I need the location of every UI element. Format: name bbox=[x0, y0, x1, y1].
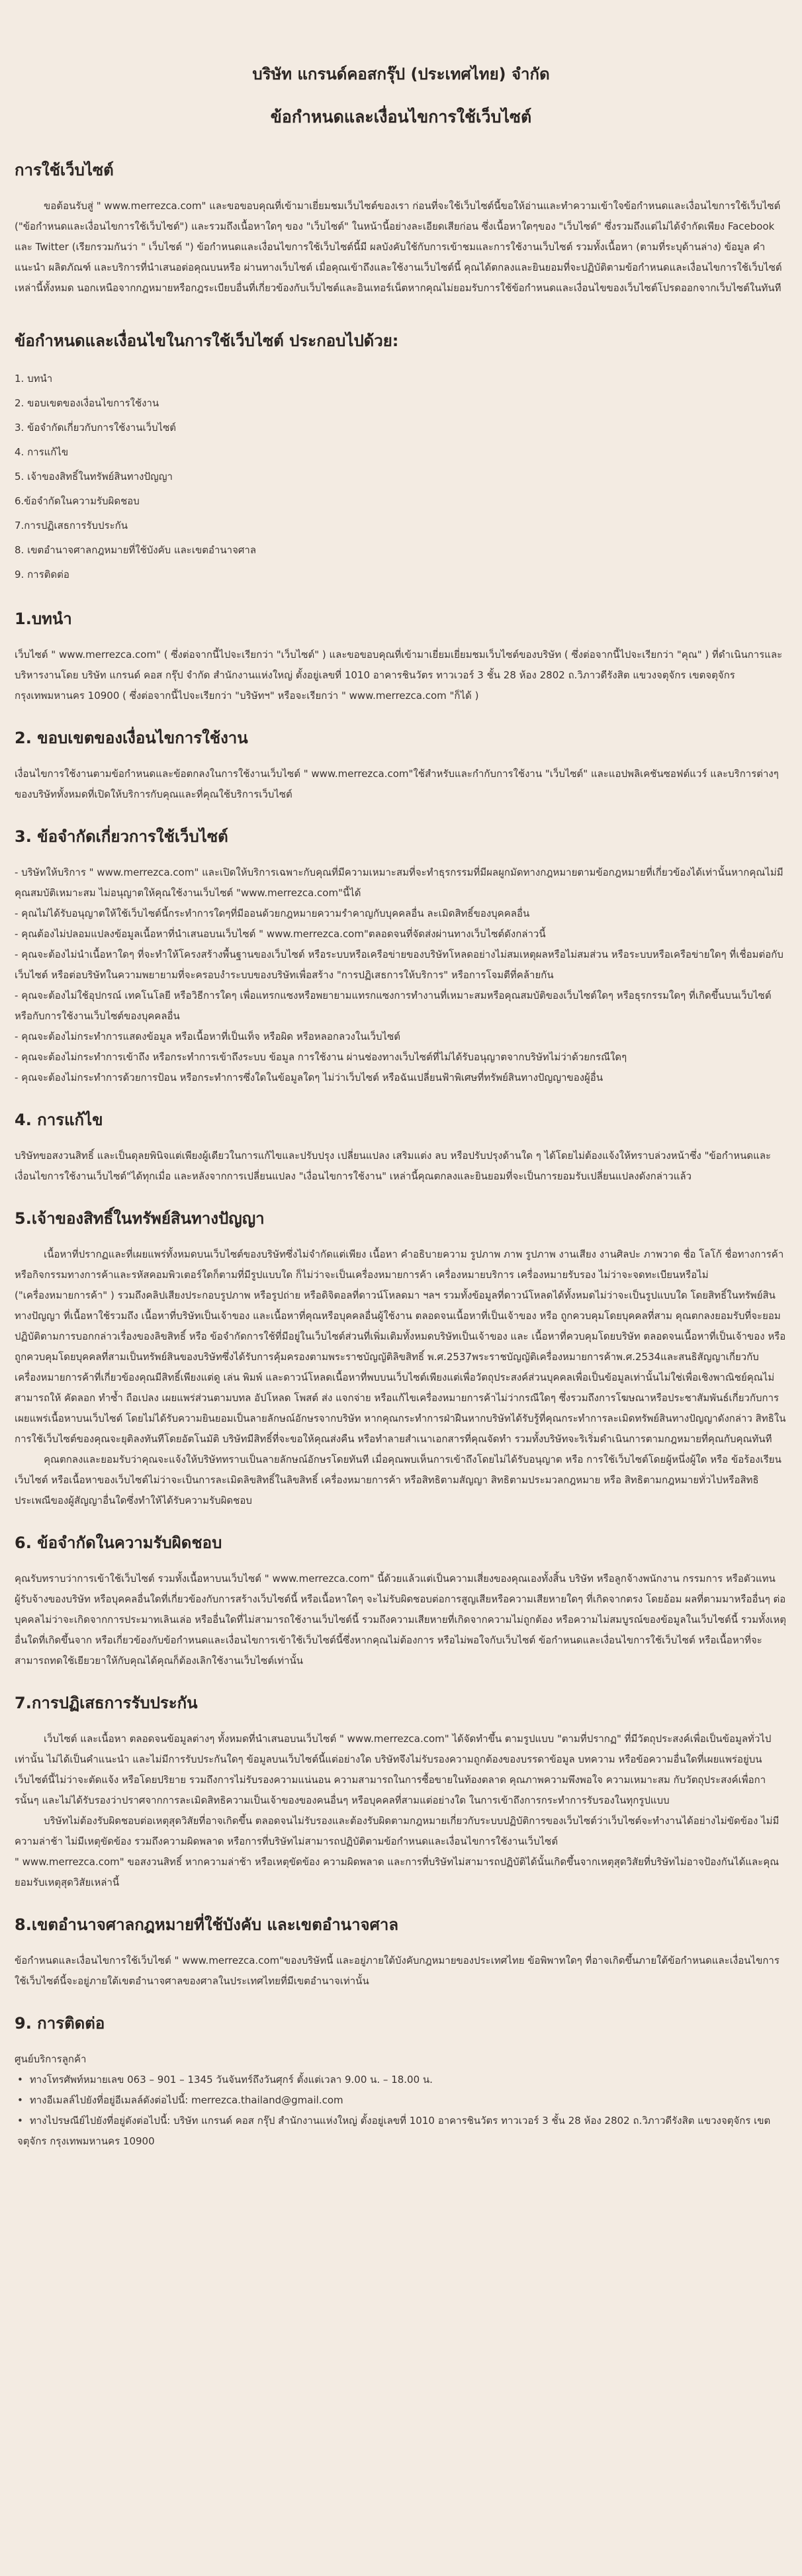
section-table-of-contents bbox=[15, 328, 787, 587]
restriction-item: - คุณจะต้องไม่กระทำการแสดงข้อมูล หรือเนื้อหาที่เป็นเท็จ หรือผิด หรือหลอกลวงในเว็บไซต์ bbox=[15, 1031, 400, 1042]
contact-phone: • ทางโทรศัพท์หมายเลข 063 – 901 – 1345 วันจันทร์ถึงวันศุกร์ ตั้งแต่เวลา 9.00 น. – 18.00 น. bbox=[17, 2070, 787, 2090]
toc-item: 5. เจ้าของสิทธิ์ในทรัพย์สินทางปัญญา bbox=[15, 471, 173, 483]
toc-item: 1. บทนำ bbox=[15, 373, 53, 385]
restriction-item: - คุณจะต้องไม่ใช้อุปกรณ์ เทคโนโลยี หรือวิธีการใดๆ เพื่อแทรกแซงหรือพยายามแทรกแซงการทำงานที่เหมาะสมหรือคุณสมบัติของเว็บไซต์ใดๆ หรือธุรกรรมใดๆ ที่เกิดขึ้นบนเว็บไซต์ หรือกับการใช้งานเว็บไซต์ของบุคคลอื่น bbox=[15, 989, 772, 1022]
section-paragraph: ข้อกำหนดและเงื่อนไขการใช้เว็บไซต์ " www.merrezca.com"ของบริษัทนี้ และอยู่ภายใต้บังคับกฎหมายของประเทศไทย ข้อพิพาทใดๆ ที่อาจเกิดขึ้นภายใต้ข้อกำหนดและเงื่อนไขการใช้เว็บไซต์นี้จะอยู่ภายใต้เขตอำนาจศาลของศาลในประเทศไทยที่มีเขตอำนาจเท่านั้น bbox=[15, 1955, 780, 1987]
section-heading: 2. ขอบเขตของเงื่อนไขการใช้งาน bbox=[15, 729, 248, 747]
section-heading: การใช้เว็บไซต์ bbox=[15, 161, 114, 179]
toc-item: 6.ข้อจำกัดในความรับผิดชอบ bbox=[15, 495, 140, 507]
section-heading: 6. ข้อจำกัดในความรับผิดชอบ bbox=[15, 1534, 222, 1552]
section-heading: 8.เขตอำนาจศาลกฎหมายที่ใช้บังคับ และเขตอำนาจศาล bbox=[15, 1915, 399, 1934]
section-governing-law bbox=[15, 1911, 787, 1992]
section-heading: 1.บทนำ bbox=[15, 610, 72, 628]
section-paragraph: " www.merrezca.com" ขอสงวนสิทธิ์ หากความล่าช้า หรือเหตุขัดข้อง ความผิดพลาด และการที่บริษัทไม่สามารถปฏิบัติได้นั้นเกิดขึ้นจากเหตุสุดวิสัยที่บริษัทไม่อาจป้องกันได้และคุณยอมรับเหตุสุดวิสัยเหล่านี้ bbox=[15, 1856, 780, 1888]
section-heading: 3. ข้อจำกัดเกี่ยวการใช้เว็บไซต์ bbox=[15, 827, 228, 846]
section-paragraph: ขอต้อนรับสู่ " www.merrezca.com" และขอขอบคุณที่เข้ามาเยี่ยมชมเว็บไซต์ของเรา ก่อนที่จะใช้เว็บไซต์นี้ขอให้อ่านและทำความเข้าใจข้อกำหนดและเงื่อนไขการใช้เว็บไซต์ ("ข้อกำหนดและเงื่อนไขการใช้เว็บไซต์") และรวมถึงเนื้อหาใดๆ ของ "เว็บไซต์" ในหน้านี้อย่างละเอียดเสียก่อน ซึ่งเนื้อหาใดๆของ "เว็บไซต์" ซึ่งรวมถึงแต่ไม่ได้จำกัดเพียง Facebook และ Twitter (เรียกรวมกันว่า " เว็บไซต์ ") ข้อกำหนดและเงื่อนไขการใช้เว็บไซต์นี้มี ผลบังคับใช้กับการเข้าชมและการใช้งานเว็บไซต์ รวมทั้งเนื้อหา (ตามที่ระบุด้านล่าง) ข้อมูล คำแนะนำ ผลิตภัณฑ์ และบริการที่นำเสนอต่อคุณบนหรือ ผ่านทางเว็บไซต์ เมื่อคุณเข้าถึงและใช้งานเว็บไซต์นี้ คุณได้ตกลงและยินยอมที่จะปฏิบัติตามข้อกำหนดและเงื่อนไขการใช้เว็บไซต์เหล่านี้ทั้งหมด นอกเหนือจากกฎหมายหรือกฎระเบียบอื่นที่เกี่ยวข้องกับเว็บไซต์และอินเทอร์เน็ตหากคุณไม่ยอมรับการใช้ข้อกำหนดและเงื่อนไขของเว็บไซต์โปรดออกจากเว็บไซต์ในทันที bbox=[15, 200, 782, 294]
contact-list bbox=[15, 2070, 787, 2152]
section-paragraph: เนื้อหาที่ปรากฏและที่เผยแพร่ทั้งหมดบนเว็บไซต์ของบริษัทซึ่งไม่จำกัดแต่เพียง เนื้อหา คำอธิบายความ รูปภาพ ภาพ รูปภาพ งานเสียง งานศิลปะ ภาพวาด ชื่อ โลโก้ ชื่อทางการค้า หรือกิจกรรมทางการค้าและรหัสคอมพิวเตอร์ใดก็ตามที่มีรูปแบบใด ก็ไม่ว่าจะเป็นเครื่องหมายการค้า เครื่องหมายบริการ เครื่องหมายรับรอง ไม่ว่าจะจดทะเบียนหรือไม่ ("เครื่องหมายการค้า" ) รวมถึงคลิปเสียงประกอบรูปภาพ หรือรูปถ่าย หรือดิจิตอลที่ดาวน์โหลดมา ฯลฯ รวมทั้งข้อมูลที่ดาวน์โหลดได้ทั้งหมดไม่ว่าจะเป็นรูปแบบใด โดยสิทธิ์ในทรัพย์สินทางปัญญา ที่เนื้อหาใช้รวมถึง เนื้อหาที่บริษัทเป็นเจ้าของ และเนื้อหาที่คุณหรือบุคคลอื่นผู้ใช้งาน ตลอดจนเนื้อหาที่เป็นเจ้าของ หรือ ถูกควบคุมโดยบุคคลที่สาม คุณตกลงยอมรับที่จะยอมปฏิบัติตามการบอกกล่าวเรื่องของลิขสิทธิ์ หรือ ข้อจำกัดการใช้ที่มีอยู่ในเว็บไซต์ส่วนที่เพิ่มเติมทั้งหมดบริษัทเป็นเจ้าของ และ เนื้อหาที่ควบคุมโดยบริษัท ตลอดจนเนื้อหาที่เป็นเจ้าของ หรือ ถูกควบคุมโดยบุคคลที่สามเป็นทรัพย์สินของบริษัทซึ่งได้รับการคุ้มครองตามพระราชบัญญัติลิขสิทธิ์ พ.ศ.2537พระราชบัญญัติเครื่องหมายการค้าพ.ศ.2534และสนธิสัญญาเกี่ยวกับเครื่องหมายการค้าที่เกี่ยวข้องคุณมีสิทธิ์เพียงแต่ดู เล่น พิมพ์ และดาวน์โหลดเนื้อหาที่พบบนเว็บไซต์เพียงแต่เพื่อวัตถุประสงค์ส่วนบุคคลเพื่อเป็นข้อมูลเท่านั้นไม่ใช่เพื่อเชิงพาณิชย์คุณไม่สามารถให้ คัดลอก ทำซ้ำ ถือเปลง เผยแพร่ส่วนตามบทล อัปโหลด โพสต์ ส่ง แจกจ่าย หรือแก้ไขเครื่องหมายการค้าไม่ว่ากรณีใดๆ ซึ่งรวมถึงการโฆษณาหรือประชาสัมพันธ์เกี่ยวกับการเผยแพร่เนื้อหาบนเว็บไซต์ โดยไม่ได้รับความยินยอมเป็นลายลักษณ์อักษรจากบริษัท หากคุณกระทำการฝ่าฝืนหากบริษัทได้รับรู้ที่คุณกระทำการละเมิดทรัพย์สินทางปัญญาดังกล่าว สิทธิในการใช้เว็บไซต์ของคุณจะยุติลงทันทีโดยอัตโนมัติ บริษัทมีสิทธิ์ที่จะขอให้คุณส่งคืน หรือทำลายสำเนาเอกสารที่คุณจัดทำ รวมทั้งบริษัทจะริเริ่มดำเนินการตามกฎหมายที่คุณกับคุณทันที bbox=[15, 1248, 786, 1445]
contact-email: • ทางอีเมลล์ไปยังที่อยู่อีเมลล์ดังต่อไปนี้: merrezca.thailand@gmail.com bbox=[17, 2090, 787, 2111]
contact-address: • ทางไปรษณีย์ไปยังที่อยู่ดังต่อไปนี้: บริษัท แกรนด์ คอส กรุ๊ป สำนักงานแห่งใหญ่ ตั้งอยู่เลขที่ 1010 อาคารชินวัตร ทาวเวอร์ 3 ชั้น 28 ห้อง 2802 ถ.วิภาวดีรังสิต แขวงจตุจักร เขตจตุจักร กรุงเทพมหานคร 10900 bbox=[17, 2111, 787, 2152]
restriction-item: - คุณจะต้องไม่กระทำการด้วยการป้อน หรือกระทำการซึ่งใดในข้อมูลใดๆ ไม่ว่าเว็บไซต์ หรือฉันเปลี่ยนฟ้าพิเศษที่ทรัพย์สินทางปัญญาของผู้อื่น bbox=[15, 1072, 603, 1083]
section-paragraph: คุณตกลงและยอมรับว่าคุณจะแจ้งให้บริษัททราบเป็นลายลักษณ์อักษรโดยทันที เมื่อคุณพบเห็นการเข้าถึงโดยไม่ได้รับอนุญาต หรือ การใช้เว็บไซต์โดยผู้หนึ่งผู้ใด หรือ ข้อร้องเรียนเว็บไซต์ หรือเนื้อหาของเว็บไซต์ไม่ว่าจะเป็นการละเมิดลิขสิทธิ์ในลิขสิทธิ์ เครื่องหมายการค้า หรือสิทธิตามสัญญา สิทธิตามประมวลกฎหมาย หรือ สิทธิตามกฎหมายทั่วไปหรือสิทธิประเพณีของผู้สัญญาอื่นใดซึ่งทำให้ได้รับความรับผิดชอบ bbox=[15, 1453, 781, 1506]
toc-item: 3. ข้อจำกัดเกี่ยวกับการใช้งานเว็บไซต์ bbox=[15, 422, 177, 434]
section-heading: 7.การปฏิเสธการรับประกัน bbox=[15, 1694, 198, 1712]
section-introduction bbox=[15, 606, 787, 706]
page-title: ข้อกำหนดและเงื่อนไขการใช้เว็บไซต์ bbox=[270, 107, 532, 126]
section-disclaimer bbox=[15, 1690, 787, 1893]
restriction-item: - คุณจะต้องไม่นำเนื้อหาใดๆ ที่จะทำให้โครงสร้างพื้นฐานของเว็บไซต์ หรือระบบหรือเครือข่ายของบริษัทโหลดอย่างไม่สมเหตุผลหรือไม่สมส่วน หรือระบบหรือเครือข่ายใดๆ ที่เชื่อมต่อกับเว็บไซต์ หรือต่อบริษัทในความพยายามที่จะครอบงำระบบของบริษัทเพื่อสร้าง "การปฏิเสธการให้บริการ" หรือการโจมตีที่คล้ายกัน bbox=[15, 948, 783, 981]
restriction-item: - คุณจะต้องไม่กระทำการเข้าถึง หรือกระทำการเข้าถึงระบบ ข้อมูล การใช้งาน ผ่านช่องทางเว็บไซต์ที่ไม่ได้รับอนุญาตจากบริษัทไม่ว่าด้วยกรณีใดๆ bbox=[15, 1051, 627, 1063]
toc-item: 8. เขตอำนาจศาลกฎหมายที่ใช้บังคับ และเขตอำนาจศาล bbox=[15, 544, 257, 556]
section-heading: 5.เจ้าของสิทธิ์ในทรัพย์สินทางปัญญา bbox=[15, 1209, 265, 1228]
toc-item: 9. การติดต่อ bbox=[15, 569, 69, 580]
section-heading: ข้อกำหนดและเงื่อนไขในการใช้เว็บไซต์ ประกอบไปด้วย: bbox=[15, 332, 399, 350]
section-paragraph: คุณรับทราบว่าการเข้าใช้เว็บไซต์ รวมทั้งเนื้อหาบนเว็บไซต์ " www.merrezca.com" นี้ด้วยแล้วแต่เป็นความเสี่ยงของคุณเองทั้งสิ้น บริษัท หรือลูกจ้างพนักงาน กรรมการ หรือตัวแทน ผู้รับจ้างของบริษัท หรือบุคคลอื่นใดที่เกี่ยวข้องกับการสร้างเว็บไซต์นี้ หรือเนื้อหาใดๆ จะไม่รับผิดชอบต่อการสูญเสียหรือความเสียหายใดๆ ที่เกิดจากตรง โดยอ้อม ผลที่ตามมาหรืออื่นๆ ต่อบุคคลไม่ว่าจะเกิดจากการประมาทเลินเล่อ หรืออื่นใดที่ไม่สามารถใช้งานเว็บไซต์นี้ รวมถึงความเสียหายที่เกิดจากความไม่ถูกต้อง หรือความไม่สมบูรณ์ของข้อมูลในเว็บไซต์นี้ รวมทั้งเหตุอื่นใดที่เกิดขึ้นจาก หรือเกี่ยวข้องกับข้อกำหนดและเงื่อนไขการเข้าใช้เว็บไซต์นี้ซึ่งหากคุณไม่ต้องการ หรือไม่พอใจกับเว็บไซต์ ข้อกำหนดและเงื่อนไขการใช้เว็บไซต์ หรือเนื้อหาที่จะสามารถทดใช้เยียวยาให้กับคุณได้คุณก็ต้องเลิกใช้งานเว็บไซต์เท่านั้น bbox=[15, 1573, 787, 1667]
restriction-item: - คุณต้องไม่ปลอมแปลงข้อมูลเนื้อหาที่นำเสนอบนเว็บไซต์ " www.merrezca.com"ตลอดจนที่จัดส่งผ่านทางเว็บไซต์ดังกล่าวนี้ bbox=[15, 928, 546, 940]
section-website-usage bbox=[15, 157, 787, 299]
section-heading: 4. การแก้ไข bbox=[15, 1111, 103, 1129]
section-limitation-of-liability bbox=[15, 1530, 787, 1671]
toc-list bbox=[15, 367, 787, 587]
section-scope bbox=[15, 725, 787, 805]
section-paragraph: บริษัทขอสงวนสิทธิ์ และเป็นดุลยพินิจแต่เพียงผู้เดียวในการแก้ไขและปรับปรุง เปลี่ยนแปลง เสริมแต่ง ลบ หรือปรับปรุงด้านใด ๆ ได้โดยไม่ต้องแจ้งให้ทราบล่วงหน้าซึ่ง "ข้อกำหนดและเงื่อนไขการใช้งานเว็บไซต์"ได้ทุกเมื่อ และหลังจากการเปลี่ยนแปลง "เงื่อนไขการใช้งาน" เหล่านี้คุณตกลงและยินยอมที่จะเป็นการยอมรับเปลี่ยนแปลงดังกล่าวแล้ว bbox=[15, 1150, 772, 1182]
section-paragraph: เว็บไซต์ และเนื้อหา ตลอดจนข้อมูลต่างๆ ทั้งหมดที่นำเสนอบนเว็บไซต์ " www.merrezca.com" ได้จัดทำขึ้น ตามรูปแบบ "ตามที่ปรากฏ" ที่มีวัตถุประสงค์เพื่อเป็นข้อมูลทั่วไปเท่านั้น ไม่ได้เป็นคำแนะนำ และไม่มีการรับประกันใดๆ ข้อมูลบนเว็บไซต์นี้แต่อย่างใด บริษัทจึงไม่รับรองความถูกต้องของบรรดาข้อมูล บทความ หรือข้อความอื่นใดที่เผยแพร่อยู่บนเว็บไซต์นี้ไม่ว่าจะตัดแจ้ง หรือโดยปริยาย รวมถึงการไม่รับรองความแน่นอน ความสามารถในการซื้อขายในท้องตลาด คุณภาพความพึงพอใจ ความเหมาะสม กับวัตถุประสงค์เพื่อการนั้นๆ และไม่ได้รับรองว่าปราศจากการละเมิดสิทธิความเป็นเจ้าของของคนอื่นๆ หรือบุคคลที่สามแต่อย่างใด ในการเข้าถึงการกระทำการรับรองในทุกรูปแบบ bbox=[15, 1733, 772, 1806]
section-amendments bbox=[15, 1107, 787, 1187]
section-paragraph: เงื่อนไขการใช้งานตามข้อกำหนดและข้อตกลงในการใช้งานเว็บไซต์ " www.merrezca.com"ใช้สำหรับและกำกับการใช้งาน "เว็บไซต์" และแอปพลิเคชันซอฟต์แวร์ และบริการต่างๆของบริษัททั้งหมดที่เปิดให้บริการกับคุณและที่คุณใช้บริการเว็บไซต์ bbox=[15, 768, 779, 800]
toc-item: 2. ขอบเขตของเงื่อนไขการใช้งาน bbox=[15, 397, 159, 409]
restriction-item: - บริษัทให้บริการ " www.merrezca.com" และเปิดให้บริการเฉพาะกับคุณที่มีความเหมาะสมที่จะทำธุรกรรมที่มีผลผูกมัดทางกฎหมายตามข้อกฎหมายที่เกี่ยวข้องได้เท่านั้นหากคุณไม่มีคุณสมบัติเหมาะสม ไม่อนุญาตให้คุณใช้งานเว็บไซต์ "www.merrezca.com"นี้ได้ bbox=[15, 866, 783, 899]
toc-item: 4. การแก้ไข bbox=[15, 446, 69, 458]
company-name: บริษัท แกรนด์คอสกรุ๊ป (ประเทศไทย) จำกัด bbox=[252, 65, 550, 83]
section-usage-restrictions bbox=[15, 823, 787, 1088]
section-intellectual-property bbox=[15, 1205, 787, 1511]
section-paragraph: บริษัทไม่ต้องรับผิดชอบต่อเหตุสุดวิสัยที่อาจเกิดขึ้น ตลอดจนไม่รับรองและต้องรับผิดตามกฎหมายเกี่ยวกับระบบปฏิบัติการของเว็บไซต์ว่าเว็บไซต์จะทำงานได้อย่างไม่ขัดข้อง ไม่มีความล่าช้า ไม่มีเหตุขัดข้อง รวมถึงความผิดพลาด หรือการที่บริษัทไม่สามารถปฏิบัติตามข้อกำหนดและเงื่อนไขการใช้งานเว็บไซต์ bbox=[15, 1815, 780, 1847]
customer-service-label: ศูนย์บริการลูกค้า bbox=[15, 2053, 87, 2065]
toc-item: 7.การปฏิเสธการรับประกัน bbox=[15, 520, 128, 531]
restriction-item: - คุณไม่ได้รับอนุญาตให้ใช้เว็บไซต์นี้กระทำการใดๆที่มีออนด้วยกฎหมายความรำคาญกับบุคคลอื่น ละเมิดสิทธิ์ของบุคคลอื่น bbox=[15, 907, 530, 919]
section-heading: 9. การติดต่อ bbox=[15, 2014, 105, 2033]
section-contact bbox=[15, 2010, 787, 2152]
section-paragraph: เว็บไซต์ " www.merrezca.com" ( ซึ่งต่อจากนี้ไปจะเรียกว่า "เว็บไซต์" ) และขอขอบคุณที่เข้ามาเยี่ยมเยี่ยมชมเว็บไซต์ของบริษัท ( ซึ่งต่อจากนี้ไปจะเรียกว่า "คุณ" ) ที่ดำเนินการและบริหารงานโดย บริษัท แกรนด์ คอส กรุ๊ป จำกัด สำนักงานแห่งใหญ่ ตั้งอยู่เลขที่ 1010 อาคารชินวัตร ทาวเวอร์ 3 ชั้น 28 ห้อง 2802 ถ.วิภาวดีรังสิต แขวงจตุจักร เขตจตุจักร กรุงเทพมหานคร 10900 ( ซึ่งต่อจากนี้ไปจะเรียกว่า "บริษัทฯ" หรือจะเรียกว่า " www.merrezca.com "ก็ได้ ) bbox=[15, 649, 783, 702]
